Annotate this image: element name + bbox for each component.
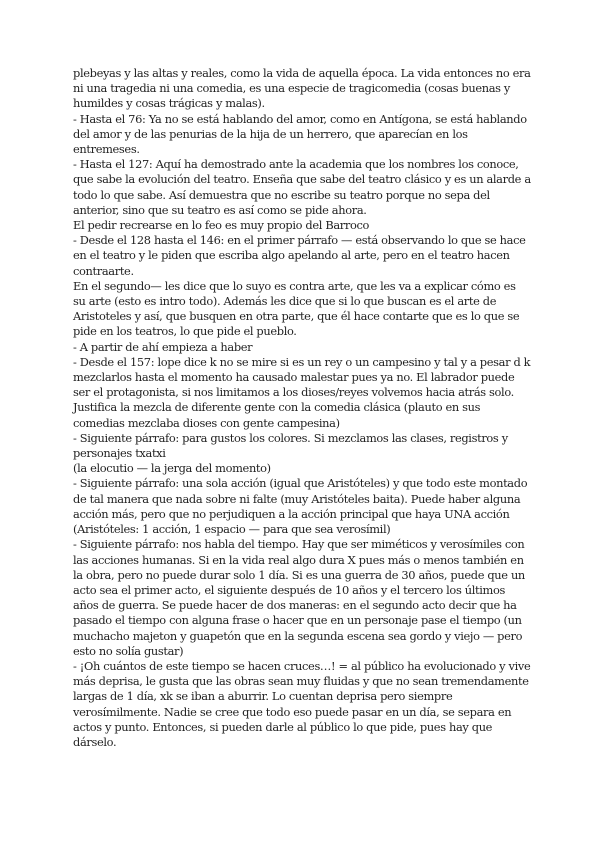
paragraph-tiempo: - Siguiente párrafo: nos habla del tiempo. Hay que ser miméticos y verosímiles con las acciones humanas. Si en la vida real algo dura X pues más o menos también en la obra, pero no puede durar solo 1 día. Si es una guerra de 30 años, puede que un acto sea el primer acto, el siguiente después de 10 años y el tercero los últimos años de guerra. Se puede hacer de dos maneras: en el segundo acto decir que ha pasado el tiempo con alguna frase o hacer que en un personaje pase el tiempo (un muchacho majeton y guapetón que en la segunda escena sea gordo y viejo — pero esto no solía gustar): [73, 537, 525, 658]
paragraph-oh-cuantos: - ¡Oh cuántos de este tiempo se hacen cruces…! = al público ha evolucionado y vive más deprisa, le gusta que las obras sean muy fluidas y que no sean tremendamente largas de 1 día, xk se iban a aburrir. Lo cuentan deprisa pero siempre verosímilmente. Nadie se cree que todo eso puede pasar en un día, se separa en actos y punto. Entonces, si pueden darle al público lo que pide, pues hay que dárselo.: [73, 658, 531, 749]
paragraph-una-accion: - Siguiente párrafo: una sola acción (igual que Aristóteles) y que todo este montado de tal manera que nada sobre ni falte (muy Aristóteles baita). Puede haber alguna acción más, pero que no perjudiquen a la acción principal que haya UNA acción (Aristóteles: 1 acción, 1 espacio — para que sea verosímil): [73, 476, 528, 537]
paragraph-segundo: En el segundo— les dice que lo suyo es contra arte, que les va a explicar cómo es su arte (esto es intro todo). Además les dice que si lo que buscan es el arte de Aristoteles y así, que busquen en otra parte, que él hace contarte que es lo que se pide en los teatros, lo que pide el pueblo.: [73, 278, 520, 339]
paragraph-a-partir: - A partir de ahí empieza a haber: [73, 339, 253, 354]
document-page: [73, 66, 531, 750]
paragraph-hasta-127: - Hasta el 127: Aquí ha demostrado ante la academia que los nombres los conoce, que sabe la evolución del teatro. Enseña que sabe del teatro clásico y es un alarde a todo lo que sabe. Así demuestra que no escribe su teatro porque no sepa del anterior, sino que su teatro es así como se pide ahora.: [73, 157, 531, 217]
paragraph-elocutio: (la elocutio — la jerga del momento): [73, 461, 271, 476]
paragraph-hasta-76: - Hasta el 76: Ya no se está hablando del amor, como en Antígona, se está hablando del amor y de las penurias de la hija de un herrero, que aparecían en los entremeses.: [73, 111, 527, 157]
paragraph-barroco: El pedir recrearse en lo feo es muy propio del Barroco: [73, 218, 370, 233]
paragraph-gustos-colores: - Siguiente párrafo: para gustos los colores. Si mezclamos las clases, registros y personajes txatxi: [73, 430, 508, 461]
paragraph-plebeyas: plebeyas y las altas y reales, como la vida de aquella época. La vida entonces no era ni una tragedia ni una comedia, es una especie de tragicomedia (cosas buenas y humildes y cosas trágicas y malas).: [73, 66, 531, 111]
paragraph-desde-128: - Desde el 128 hasta el 146: en el primer párrafo — está observando lo que se hace en el teatro y le piden que escriba algo apelando al arte, pero en el teatro hacen contraarte.: [73, 233, 526, 278]
paragraph-desde-157: - Desde el 157: lope dice k no se mire si es un rey o un campesino y tal y a pesar d k mezclarlos hasta el momento ha causado malestar pues ya no. El labrador puede ser el protagonista, si nos limitamos a los dioses/reyes volvemos hacia atrás solo. Justifica la mezcla de diferente gente con la comedia clásica (plauto en sus comedias mezclaba dioses con gente campesina): [73, 354, 531, 430]
